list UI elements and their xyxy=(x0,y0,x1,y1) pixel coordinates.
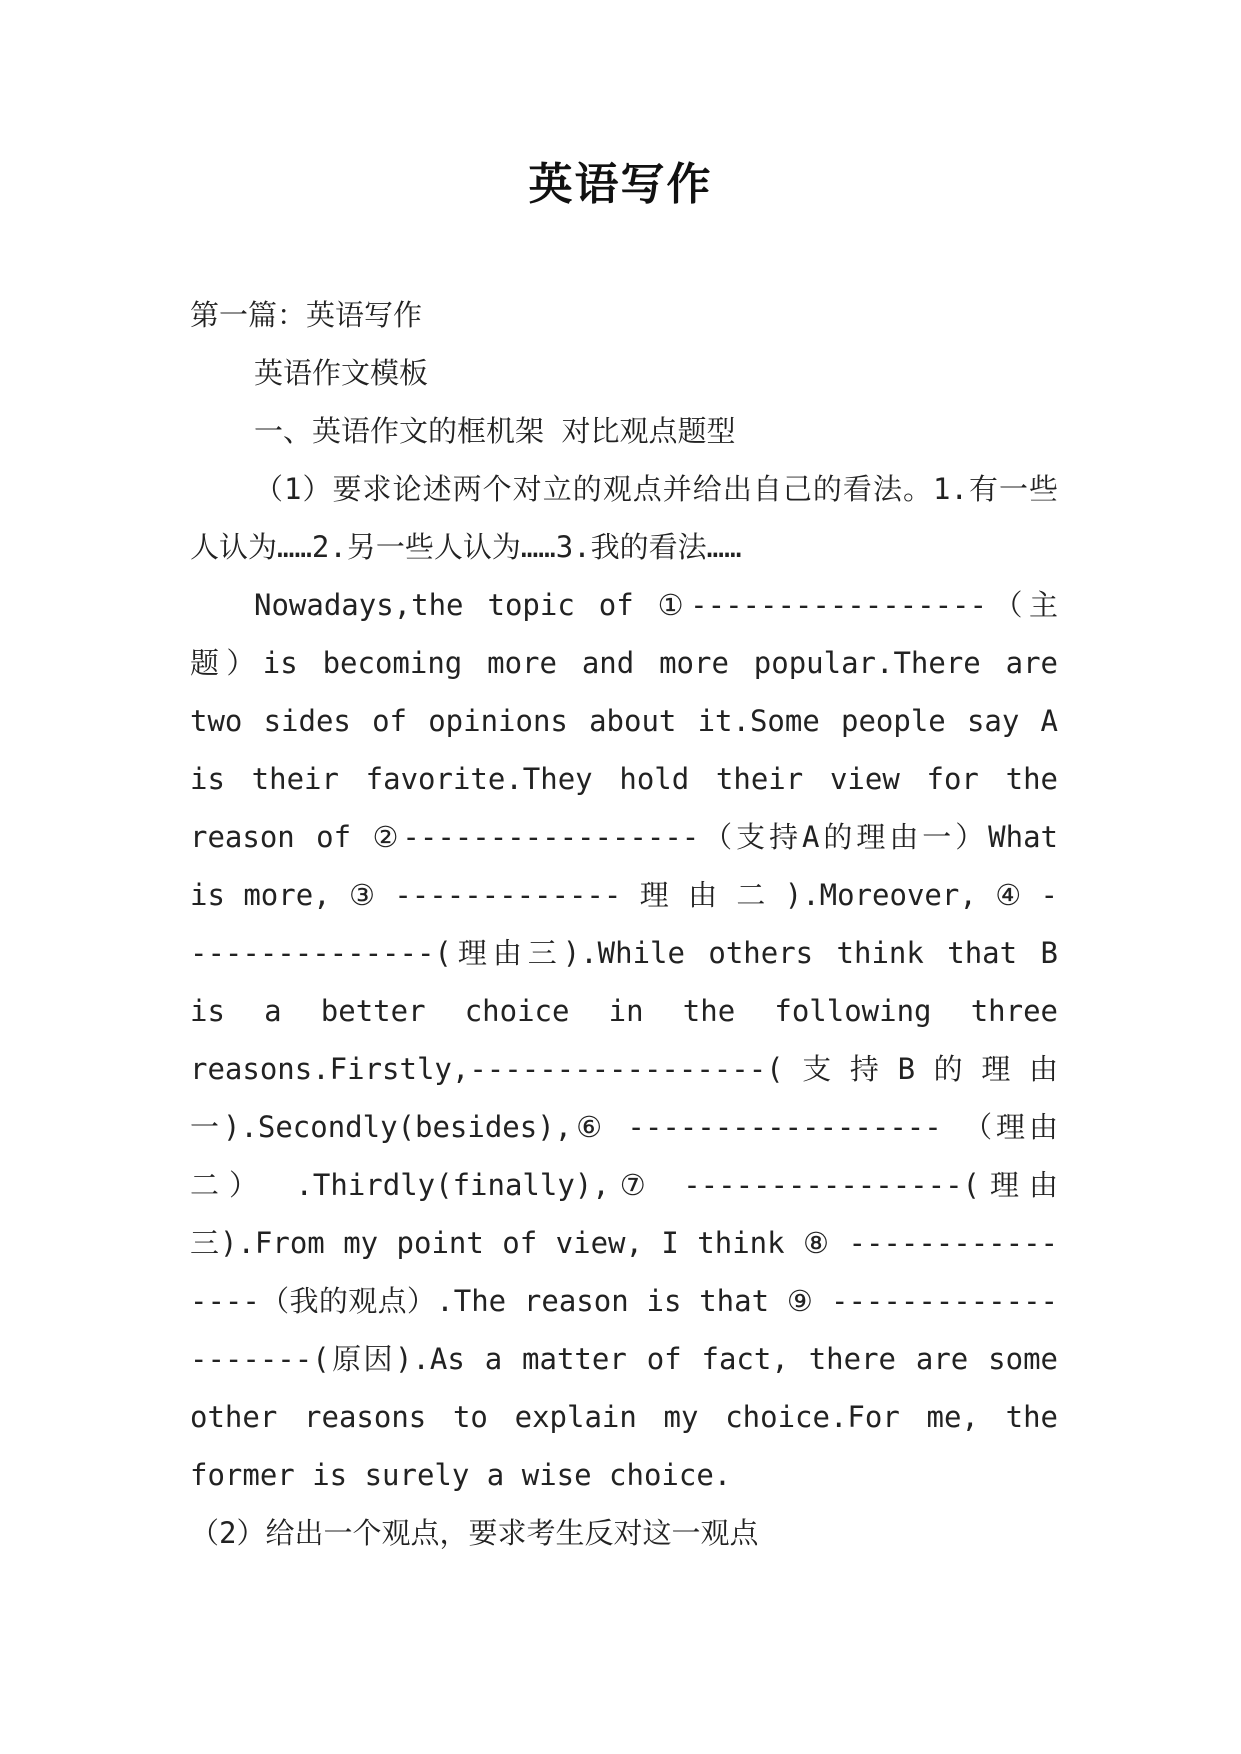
section-heading: 第一篇：英语写作 xyxy=(190,298,423,332)
document-title: 英语写作 xyxy=(528,159,713,210)
item1-intro: （1）要求论述两个对立的观点并给出自己的看法。1.有一些人认为……2.另一些人认为……3.我的看法…… xyxy=(190,472,1058,564)
document-body xyxy=(190,286,1058,1562)
item2-intro: （2）给出一个观点，要求考生反对这一观点 xyxy=(190,1516,759,1550)
template-paragraph: Nowadays,the topic of ①-----------------（主题）is becoming more and more popular.There are two sides of opinions about it.Some people say A is their favorite.They hold their view for the reason of ②-----------------（支持A的理由一）What is more, ③ ------------- 理 由 二 ).Moreover, ④ ---------------(理由三).While others think that B is a better choice in the following three reasons.Firstly,-----------------(支持B的理由一).Secondly(besides),⑥ ------------------ （理由二） .Thirdly(finally),⑦ ----------------(理由三).From my point of view, I think ⑧ ----------------（我的观点）.The reason is that ⑨ --------------------(原因).As a matter of fact, there are some other reasons to explain my choice.For me, the former is surely a wise choice. xyxy=(190,588,1058,1492)
part-heading: 一、英语作文的框机架 对比观点题型 xyxy=(254,414,736,448)
subheading: 英语作文模板 xyxy=(254,356,429,390)
